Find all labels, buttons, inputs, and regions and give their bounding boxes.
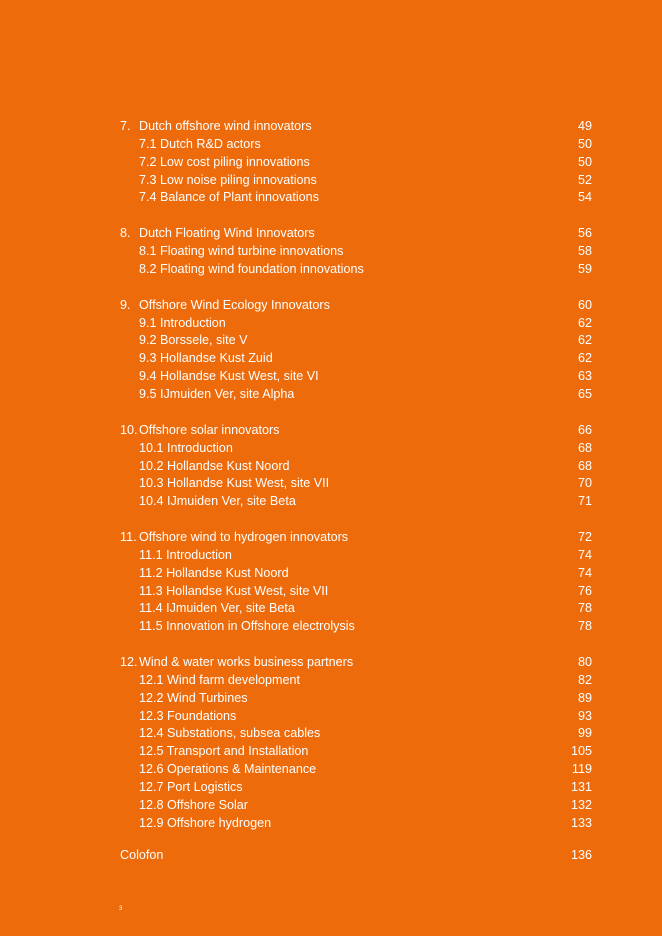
toc-section-number: 8.	[120, 226, 131, 241]
toc-subentry-page: 99	[577, 726, 592, 741]
toc-section	[120, 422, 592, 511]
toc-subentry-page: 71	[577, 494, 592, 509]
toc-subentry-title: 7.3 Low noise piling innovations	[139, 172, 317, 187]
toc-subentry-page: 78	[577, 601, 592, 616]
toc-subentry[interactable]	[120, 440, 592, 458]
toc-subentry-page: 54	[577, 190, 592, 205]
toc-subentry-title: 12.3 Foundations	[139, 708, 237, 723]
toc-section	[120, 118, 592, 207]
toc-subentry-page: 105	[570, 744, 592, 759]
toc-subentry-title: 11.5 Innovation in Offshore electrolysis	[139, 619, 355, 634]
toc-subentry[interactable]	[120, 189, 592, 207]
toc-section-title: Dutch Floating Wind Innovators	[139, 226, 315, 241]
toc-subentry[interactable]	[120, 368, 592, 386]
toc-subentry[interactable]	[120, 386, 592, 404]
toc-subentry-title: 12.6 Operations & Maintenance	[139, 762, 317, 777]
toc-subentry-title: 11.4 IJmuiden Ver, site Beta	[139, 601, 295, 616]
toc-subentry[interactable]	[120, 261, 592, 279]
toc-subentry-page: 82	[577, 672, 592, 687]
toc-heading-left	[120, 529, 348, 547]
toc-subentry-page: 62	[577, 351, 592, 366]
toc-subentry-title: 12.5 Transport and Installation	[139, 744, 309, 759]
toc-subentry-title: 9.3 Hollandse Kust Zuid	[139, 351, 273, 366]
toc-subentry[interactable]	[120, 493, 592, 511]
toc-subentry-title: 9.2 Borssele, site V	[139, 333, 248, 348]
toc-subentry[interactable]	[120, 243, 592, 261]
toc-subentry-page: 132	[570, 797, 592, 812]
toc-subentry-page: 50	[577, 154, 592, 169]
toc-subentry-title: 7.4 Balance of Plant innovations	[139, 190, 319, 205]
toc-subentry[interactable]	[120, 618, 592, 636]
toc-subentry[interactable]	[120, 565, 592, 583]
toc-subentry-page: 89	[577, 690, 592, 705]
toc-subentry[interactable]	[120, 600, 592, 618]
toc-section-page: 66	[577, 422, 592, 437]
toc-section-page: 72	[577, 530, 592, 545]
toc-subentry[interactable]	[120, 779, 592, 797]
toc-heading-left	[120, 118, 312, 136]
toc-subentry-title: 11.3 Hollandse Kust West, site VII	[139, 583, 329, 598]
toc-subentry[interactable]	[120, 583, 592, 601]
toc-section-page: 49	[577, 119, 592, 133]
toc-entry-title: Colofon	[120, 848, 164, 862]
toc-section-number: 12.	[120, 655, 138, 670]
toc-section-page: 80	[577, 655, 592, 670]
toc-section-number: 9.	[120, 297, 131, 312]
toc-subentry-title: 9.4 Hollandse Kust West, site VI	[139, 369, 319, 384]
toc-section-heading[interactable]	[120, 118, 592, 136]
toc-subentry-title: 11.2 Hollandse Kust Noord	[139, 565, 289, 580]
toc-subentry-page: 62	[577, 315, 592, 330]
toc-subentry-page: 63	[577, 369, 592, 384]
toc-subentry[interactable]	[120, 350, 592, 368]
toc-section	[120, 225, 592, 279]
toc-subentry-page: 68	[577, 458, 592, 473]
toc-subentry-title: 10.1 Introduction	[139, 440, 233, 455]
toc-heading-left	[120, 654, 353, 672]
toc-heading-left	[120, 422, 279, 440]
toc-subentry-title: 12.2 Wind Turbines	[139, 690, 248, 705]
page-number: 3	[119, 906, 123, 912]
toc-section-number: 7.	[120, 119, 131, 133]
toc-subentry[interactable]	[120, 315, 592, 333]
toc-section-number: 10.	[120, 422, 138, 437]
toc-subentry-page: 65	[577, 386, 592, 401]
toc-subentry-page: 74	[577, 547, 592, 562]
toc-section-heading[interactable]	[120, 529, 592, 547]
toc-subentry-title: 11.1 Introduction	[139, 547, 232, 562]
toc-heading-left	[120, 225, 315, 243]
toc-subentry-page: 74	[577, 565, 592, 580]
toc-subentry[interactable]	[120, 172, 592, 190]
toc-subentry-page: 62	[577, 333, 592, 348]
toc-subentry-title: 9.5 IJmuiden Ver, site Alpha	[139, 386, 295, 401]
toc-subentry-page: 131	[570, 780, 592, 794]
toc-section-heading[interactable]	[120, 422, 592, 440]
toc-entry-page: 136	[570, 848, 592, 862]
toc-subentry-title: 7.1 Dutch R&D actors	[139, 136, 261, 151]
toc-subentry-page: 76	[577, 583, 592, 598]
toc-section-title: Offshore Wind Ecology Innovators	[139, 297, 330, 312]
toc-subentry[interactable]	[120, 672, 592, 690]
toc-subentry-page: 93	[577, 708, 592, 723]
toc-subentry-title: 8.1 Floating wind turbine innovations	[139, 244, 344, 259]
toc-heading-left	[120, 297, 330, 315]
toc-subentry-page: 133	[570, 815, 592, 830]
toc-section-page: 60	[577, 297, 592, 312]
toc-subentry[interactable]	[120, 475, 592, 493]
toc-section	[120, 297, 592, 404]
toc-subentry-title: 10.3 Hollandse Kust West, site VII	[139, 476, 330, 491]
toc-subentry-page: 52	[577, 172, 592, 187]
toc-section	[120, 529, 592, 636]
toc-subentry-title: 9.1 Introduction	[139, 315, 226, 330]
toc-section-title: Offshore solar innovators	[139, 422, 280, 437]
toc-section-heading[interactable]	[120, 297, 592, 315]
toc-subentry-page: 50	[577, 136, 592, 151]
toc-subentry-title: 12.1 Wind farm development	[139, 672, 301, 687]
toc-subentry-title: 12.7 Port Logistics	[139, 780, 243, 794]
toc-subentry[interactable]	[120, 458, 592, 476]
toc-subentry[interactable]	[120, 136, 592, 154]
toc-subentry[interactable]	[120, 815, 592, 833]
toc-subentry[interactable]	[120, 154, 592, 172]
toc-subentry-title: 12.8 Offshore Solar	[139, 797, 248, 812]
toc-subentry-title: 12.4 Substations, subsea cables	[139, 726, 321, 741]
toc-subentry[interactable]	[120, 797, 592, 815]
toc-subentry[interactable]	[120, 725, 592, 743]
toc-subentry[interactable]	[120, 547, 592, 565]
toc-section-number: 11.	[120, 530, 137, 545]
toc-subentry[interactable]	[120, 708, 592, 726]
toc-subentry-title: 8.2 Floating wind foundation innovations	[139, 261, 364, 276]
toc-section-title: Offshore wind to hydrogen innovators	[139, 530, 349, 545]
toc-subentry-page: 119	[571, 762, 592, 777]
table-of-contents	[120, 118, 592, 851]
toc-subentry-page: 59	[577, 261, 592, 276]
toc-subentry-title: 12.9 Offshore hydrogen	[139, 815, 272, 830]
toc-subentry-title: 10.4 IJmuiden Ver, site Beta	[139, 494, 296, 509]
toc-section-heading[interactable]	[120, 225, 592, 243]
toc-section-heading[interactable]	[120, 654, 592, 672]
toc-subentry-title: 10.2 Hollandse Kust Noord	[139, 458, 290, 473]
toc-subentry-title: 7.2 Low cost piling innovations	[139, 154, 310, 169]
toc-section-page: 56	[577, 226, 592, 241]
toc-section-title: Dutch offshore wind innovators	[139, 119, 312, 133]
toc-subentry-page: 78	[577, 619, 592, 634]
toc-subentry[interactable]	[120, 761, 592, 779]
toc-subentry[interactable]	[120, 743, 592, 761]
toc-subentry[interactable]	[120, 332, 592, 350]
toc-section-title: Wind & water works business partners	[139, 655, 354, 670]
toc-subentry-page: 58	[577, 244, 592, 259]
toc-section	[120, 654, 592, 832]
toc-subentry[interactable]	[120, 690, 592, 708]
toc-subentry-page: 70	[577, 476, 592, 491]
toc-subentry-page: 68	[577, 440, 592, 455]
toc-entry-colofon[interactable]	[120, 847, 592, 865]
